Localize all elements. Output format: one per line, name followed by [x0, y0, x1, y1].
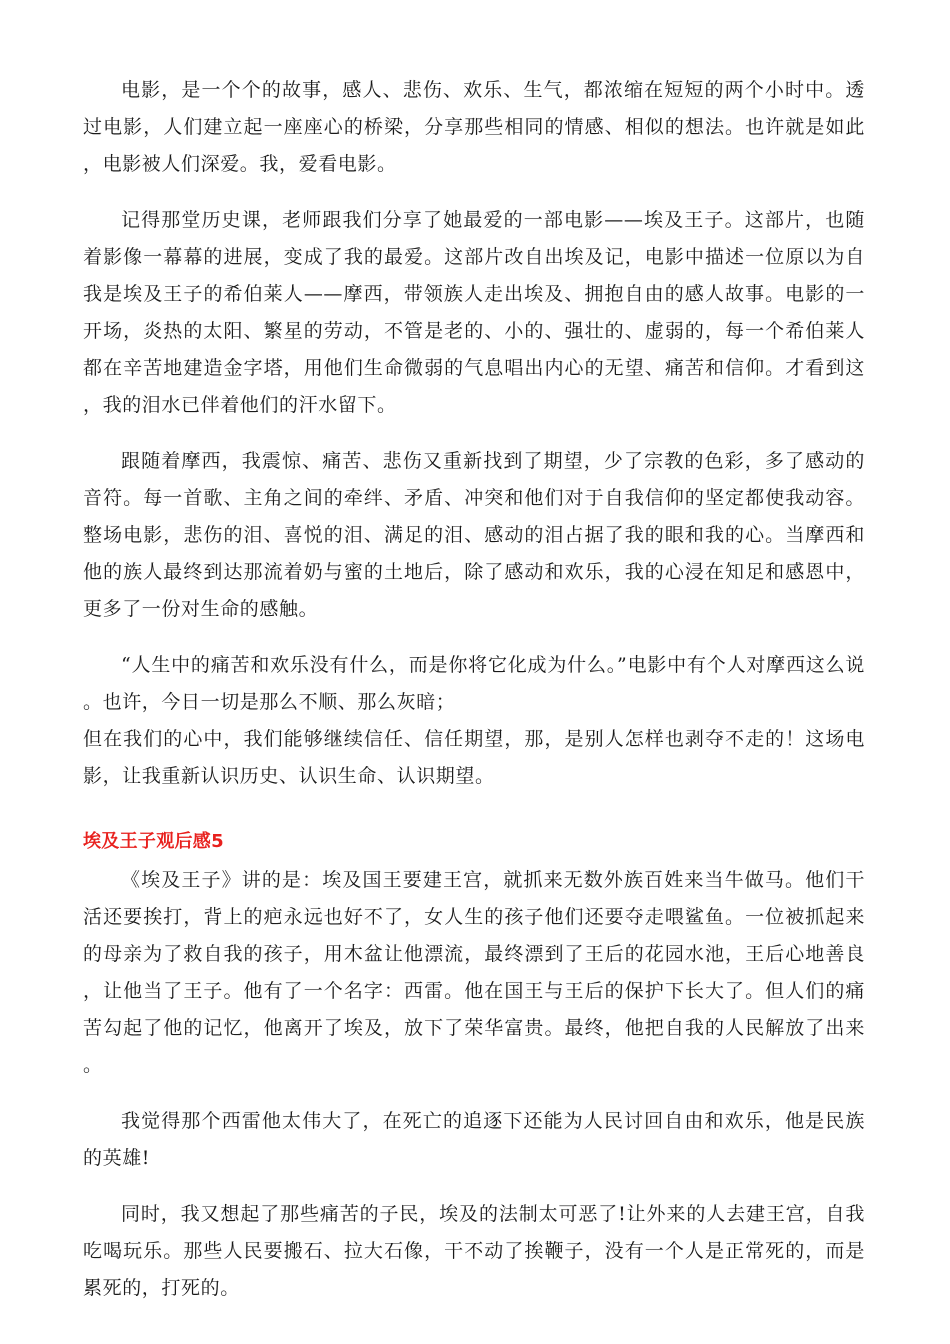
paragraph-suffering-people: 同时，我又想起了那些痛苦的子民，埃及的法制太可恶了!让外来的人去建王宫，自我吃喝玩乐。那些人民要搬石、拉大石像，干不动了挨鞭子，没有一个人是正常死的，而是累死的，打死的。	[83, 1203, 865, 1299]
paragraph-movie-intro: 电影，是一个个的故事，感人、悲伤、欢乐、生气，都浓缩在短短的两个小时中。透过电影，人们建立起一座座心的桥梁，分享那些相同的情感、相似的想法。也许就是如此，电影被人们深爱。我，爱看电影。	[83, 79, 865, 175]
paragraph-quote: “人生中的痛苦和欢乐没有什么，而是你将它化成为什么。”电影中有个人对摩西这么说。也许，今日一切是那么不顺、那么灰暗；	[83, 654, 865, 713]
paragraph-following-moses: 跟随着摩西，我震惊、痛苦、悲伤又重新找到了期望，少了宗教的色彩，多了感动的音符。每一首歌、主角之间的牵绊、矛盾、冲突和他们对于自我信仰的坚定都使我动容。整场电影，悲伤的泪、喜悦的泪、满足的泪、感动的泪占据了我的眼和我的心。当摩西和他的族人最终到达那流着奶与蜜的土地后，除了感动和欢乐，我的心浸在知足和感恩中，更多了一份对生命的感触。	[83, 450, 865, 620]
paragraph-quote-continuation: 但在我们的心中，我们能够继续信任、信任期望，那，是别人怎样也剥夺不走的！这场电影，让我重新认识历史、认识生命、认识期望。	[83, 728, 865, 787]
document-page	[83, 72, 865, 1326]
paragraph-story-summary: 《埃及王子》讲的是：埃及国王要建王宫，就抓来无数外族百姓来当牛做马。他们干活还要挨打，背上的疤永远也好不了，女人生的孩子他们还要夺走喂鲨鱼。一位被抓起来的母亲为了救自我的孩子，用木盆让他漂流，最终漂到了王后的花园水池，王后心地善良，让他当了王子。他有了一个名字：西雷。他在国王与王后的保护下长大了。但人们的痛苦勾起了他的记忆，他离开了埃及，放下了荣华富贵。最终，他把自我的人民解放了出来。	[83, 869, 865, 1076]
paragraph-hero-opinion: 我觉得那个西雷他太伟大了，在死亡的追逐下还能为人民讨回自由和欢乐，他是民族的英雄!	[83, 1110, 865, 1169]
section-heading: 埃及王子观后感5	[83, 831, 224, 852]
paragraph-history-class: 记得那堂历史课，老师跟我们分享了她最爱的一部电影——埃及王子。这部片，也随着影像一幕幕的进展，变成了我的最爱。这部片改自出埃及记，电影中描述一位原以为自我是埃及王子的希伯莱人——摩西，带领族人走出埃及、拥抱自由的感人故事。电影的一开场，炎热的太阳、繁星的劳动，不管是老的、小的、强壮的、虚弱的，每一个希伯莱人都在辛苦地建造金字塔，用他们生命微弱的气息唱出内心的无望、痛苦和信仰。才看到这，我的泪水已伴着他们的汗水留下。	[83, 209, 865, 416]
